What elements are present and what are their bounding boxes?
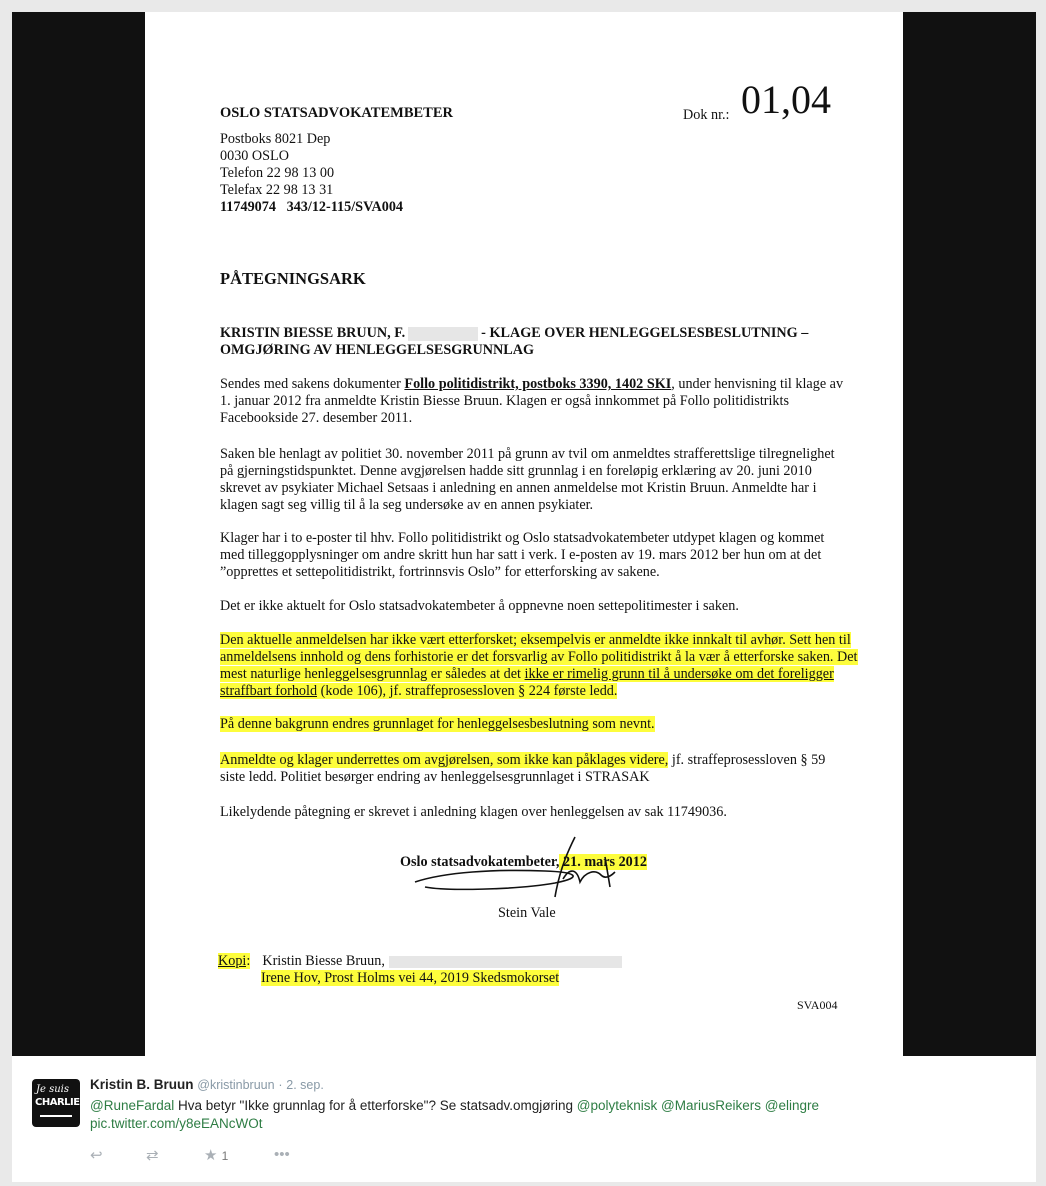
doknr-label: Dok nr.: xyxy=(683,107,730,123)
favorite-icon: ★ xyxy=(204,1147,218,1164)
footer-reference: SVA004 xyxy=(797,998,838,1012)
redacted-address xyxy=(389,956,622,968)
tweet-text xyxy=(90,1097,990,1133)
mention-elingre[interactable]: @elingre xyxy=(764,1098,820,1113)
avatar[interactable] xyxy=(32,1079,80,1127)
redacted-birthdate xyxy=(408,327,478,341)
paragraph-4: Det er ikke aktuelt for Oslo statsadvokatembeter å oppnevne noen settepolitimester i saken. xyxy=(220,598,739,614)
signer-name: Stein Vale xyxy=(498,905,556,921)
signature-date: 21. mars 2012 xyxy=(559,854,647,870)
favorite-button[interactable] xyxy=(204,1146,228,1164)
retweet-icon[interactable]: ⇄ xyxy=(146,1147,159,1164)
more-icon[interactable]: ••• xyxy=(274,1146,290,1163)
copy-recipient-2: Irene Hov, Prost Holms vei 44, 2019 Skedsmokorset xyxy=(261,970,560,986)
pic-link[interactable]: pic.twitter.com/y8eEANcWOt xyxy=(90,1116,263,1131)
signature-scribble xyxy=(405,827,645,907)
separator: · xyxy=(278,1078,283,1092)
address-line: Postboks 8021 Dep xyxy=(220,131,331,147)
case-reference: 11749074 343/12-115/SVA004 xyxy=(220,199,404,215)
document-heading: PÅTEGNINGSARK xyxy=(220,269,366,288)
paragraph-8: Likelydende påtegning er skrevet i anledning klagen over henleggelsen av sak 11749036. xyxy=(220,804,727,820)
reply-icon[interactable]: ↩ xyxy=(90,1147,103,1164)
tweet-header xyxy=(90,1077,324,1092)
mention-runefardal[interactable]: @RuneFardal xyxy=(90,1098,175,1113)
tweet-body: Hva betyr "Ikke grunnlag for å etterforske"? Se statsadv.omgjøring xyxy=(174,1098,577,1113)
paragraph-6-highlighted: På denne bakgrunn endres grunnlaget for henleggelsesbeslutning som nevnt. xyxy=(220,716,655,732)
favorite-count: 1 xyxy=(221,1149,229,1163)
subject-line-1: - KLAGE OVER HENLEGGELSESBESLUTNING – xyxy=(481,325,809,341)
address-line: Telefon 22 98 13 00 xyxy=(220,165,335,181)
mention-mariusreikers[interactable]: @MariusReikers xyxy=(661,1098,762,1113)
recipient-address: Follo politidistrikt, postboks 3390, 1402 SKI xyxy=(404,376,672,392)
paragraph-2: Saken ble henlagt av politiet 30. november 2011 på grunn av tvil om anmeldtes strafferettslige tilregnelighet på gjerningstidspunktet. Denne avgjørelsen hadde sitt grunnlag i en foreløpig erklæring av 20. juni 2010 skrevet av psykiater Michael Setsaas i anledning en annen anmeldelse mot Kristin Bruun. Anmeldte har i klagen sagt seg villig til å la seg undersøke av en annen psykiater. xyxy=(220,446,835,513)
doknr-value: 01,04 xyxy=(741,77,831,122)
avatar-text-2: CHARLIE xyxy=(35,1097,80,1108)
paragraph-7: Anmeldte og klager underrettes om avgjørelsen, som ikke kan påklages videre, jf. straffeprosessloven § 59 siste ledd. Politiet besørger endring av henleggelsesgrunnlaget i STRASAK xyxy=(220,752,826,785)
subject-name: KRISTIN BIESSE BRUUN, F. xyxy=(220,325,406,341)
subject xyxy=(220,325,860,359)
display-name[interactable]: Kristin B. Bruun xyxy=(90,1077,194,1092)
document-photo[interactable] xyxy=(12,12,1036,1056)
avatar-text-1: Je suis xyxy=(36,1084,70,1095)
handle[interactable]: @kristinbruun xyxy=(197,1078,275,1092)
document-page xyxy=(145,12,903,1056)
pencil-icon xyxy=(40,1115,72,1117)
paragraph-5-highlighted: Den aktuelle anmeldelsen har ikke vært etterforsket; eksempelvis er anmeldte ikke innkalt til avhør. Sett hen til anmeldelsens innhold og dens forhistorie er det forsvarlig av Follo politidistrikt å la vær å etterforske saken. Det mest naturlige henleggelsesgrunnlag er således at det ikke er rimelig grunn til å undersøke om det foreligger straffbart forhold (kode 106), jf. straffeprosessloven § 224 første ledd. xyxy=(220,632,858,699)
tweet-card xyxy=(12,1056,1036,1182)
agency-address xyxy=(220,131,403,216)
mention-polyteknisk[interactable]: @polyteknisk xyxy=(576,1098,658,1113)
copy-recipients: Kopi: Kristin Biesse Bruun, Irene Hov, Prost Holms vei 44, 2019 Skedsmokorset xyxy=(218,953,778,987)
paragraph-3: Klager har i to e-poster til hhv. Follo politidistrikt og Oslo statsadvokatembeter utdypet klagen og kommet med tilleggopplysninger om andre skritt hun har satt i verk. I e-posten av 19. mars 2012 ber hun om at det ”opprettes et settepolitidistrikt, fortrinnsvis Oslo” for etterforsking av sakene. xyxy=(220,530,825,580)
paragraph-1: Sendes med sakens dokumenter Follo politidistrikt, postboks 3390, 1402 SKI, under henvisning til klage av 1. januar 2012 fra anmeldte Kristin Biesse Bruun. Klagen er også innkommet på Follo politidistrikts Facebookside 27. desember 2011. xyxy=(220,376,844,426)
signature-place-date: Oslo statsadvokatembeter, 21. mars 2012 xyxy=(400,854,647,870)
copy-recipient-1: Kristin Biesse Bruun, xyxy=(262,953,385,969)
address-line: 0030 OSLO xyxy=(220,148,289,164)
address-line: Telefax 22 98 13 31 xyxy=(220,182,334,198)
copy-label: Kopi xyxy=(218,953,247,969)
agency-name: OSLO STATSADVOKATEMBETER xyxy=(220,105,453,121)
timestamp[interactable]: 2. sep. xyxy=(286,1078,324,1092)
subject-line-2: OMGJØRING AV HENLEGGELSESGRUNNLAG xyxy=(220,342,535,358)
